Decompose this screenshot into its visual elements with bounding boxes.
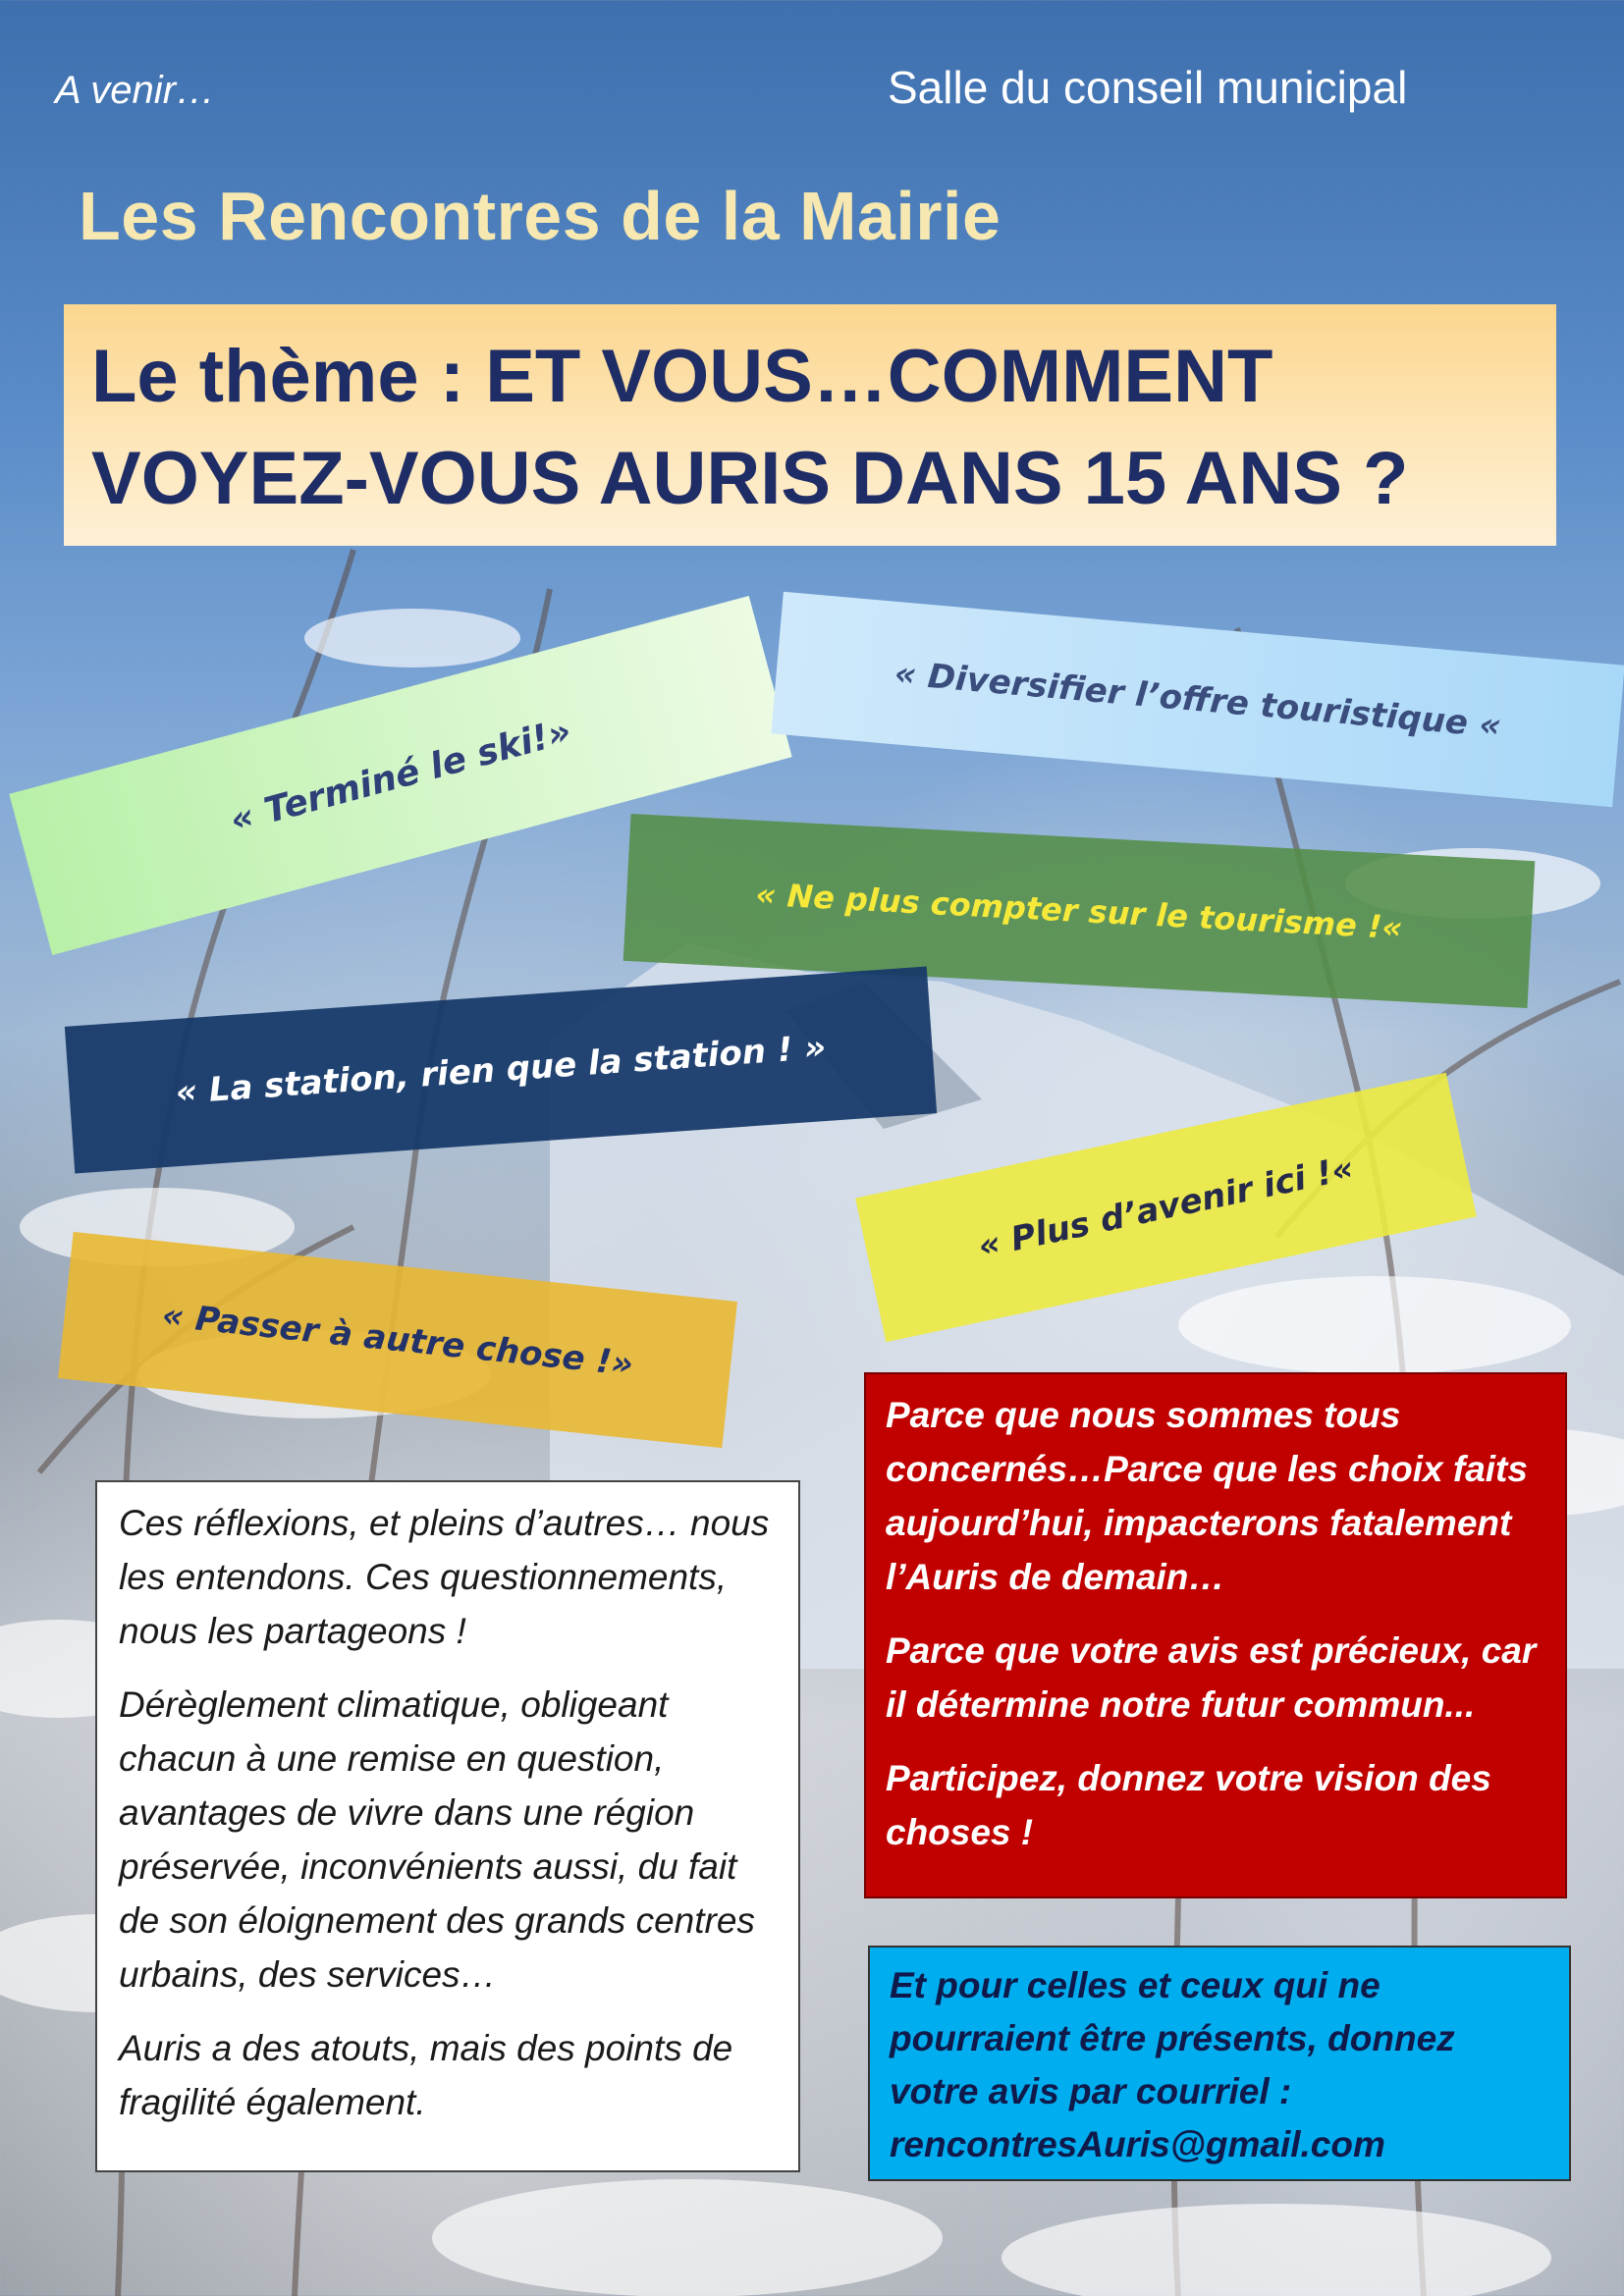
reflections-paragraph-1: Ces réflexions, et pleins d’autres… nous les entendons. Ces questionnements, nous les partageons ! — [119, 1503, 770, 1651]
quote-avenir-text: « Plus d’avenir ici !« — [974, 1148, 1358, 1267]
theme-line-2: VOYEZ-VOUS AURIS DANS 15 ANS ? — [91, 437, 1409, 520]
reflections-box — [95, 1480, 800, 2172]
page-title: Les Rencontres de la Mairie — [79, 178, 1001, 254]
quote-passer-text: « Passer à autre chose !» — [160, 1295, 635, 1385]
theme-banner — [64, 304, 1556, 546]
reflections-paragraph-3: Auris a des atouts, mais des points de fragilité également. — [119, 2028, 733, 2122]
quote-diversifier-text: « Diversifier l’offre touristique « — [893, 653, 1503, 746]
quote-ski-text: « Terminé le ski!» — [226, 710, 575, 841]
theme-line-1: Le thème : ET VOUS…COMMENT — [91, 335, 1273, 418]
quote-tourisme-text: « Ne plus compter sur le tourisme !« — [754, 875, 1404, 947]
appeal-paragraph-1: Parce que nous sommes tous concernés…Parce que les choix faits aujourd’hui, impacterons fatalement l’Auris de demain… — [886, 1395, 1528, 1597]
quote-station-text: « La station, rien que la station ! » — [174, 1027, 828, 1113]
appeal-paragraph-2: Parce que votre avis est précieux, car il détermine notre futur commun... — [886, 1630, 1537, 1725]
contact-box — [868, 1946, 1571, 2181]
venue-label: Salle du conseil municipal — [888, 62, 1408, 113]
contact-text: Et pour celles et ceux qui ne pourraient être présents, donnez votre avis par courriel : — [890, 1965, 1455, 2111]
appeal-paragraph-3: Participez, donnez votre vision des choses ! — [886, 1758, 1491, 1852]
coming-soon-label: A venir… — [55, 69, 216, 112]
reflections-paragraph-2: Dérèglement climatique, obligeant chacun à une remise en question, avantages de vivre dans une région préservée, inconvénients aussi, du fait de son éloignement des grands centres urbains, des services… — [119, 1684, 755, 1995]
appeal-box — [864, 1372, 1567, 1898]
contact-email[interactable]: rencontresAuris@gmail.com — [890, 2124, 1385, 2164]
